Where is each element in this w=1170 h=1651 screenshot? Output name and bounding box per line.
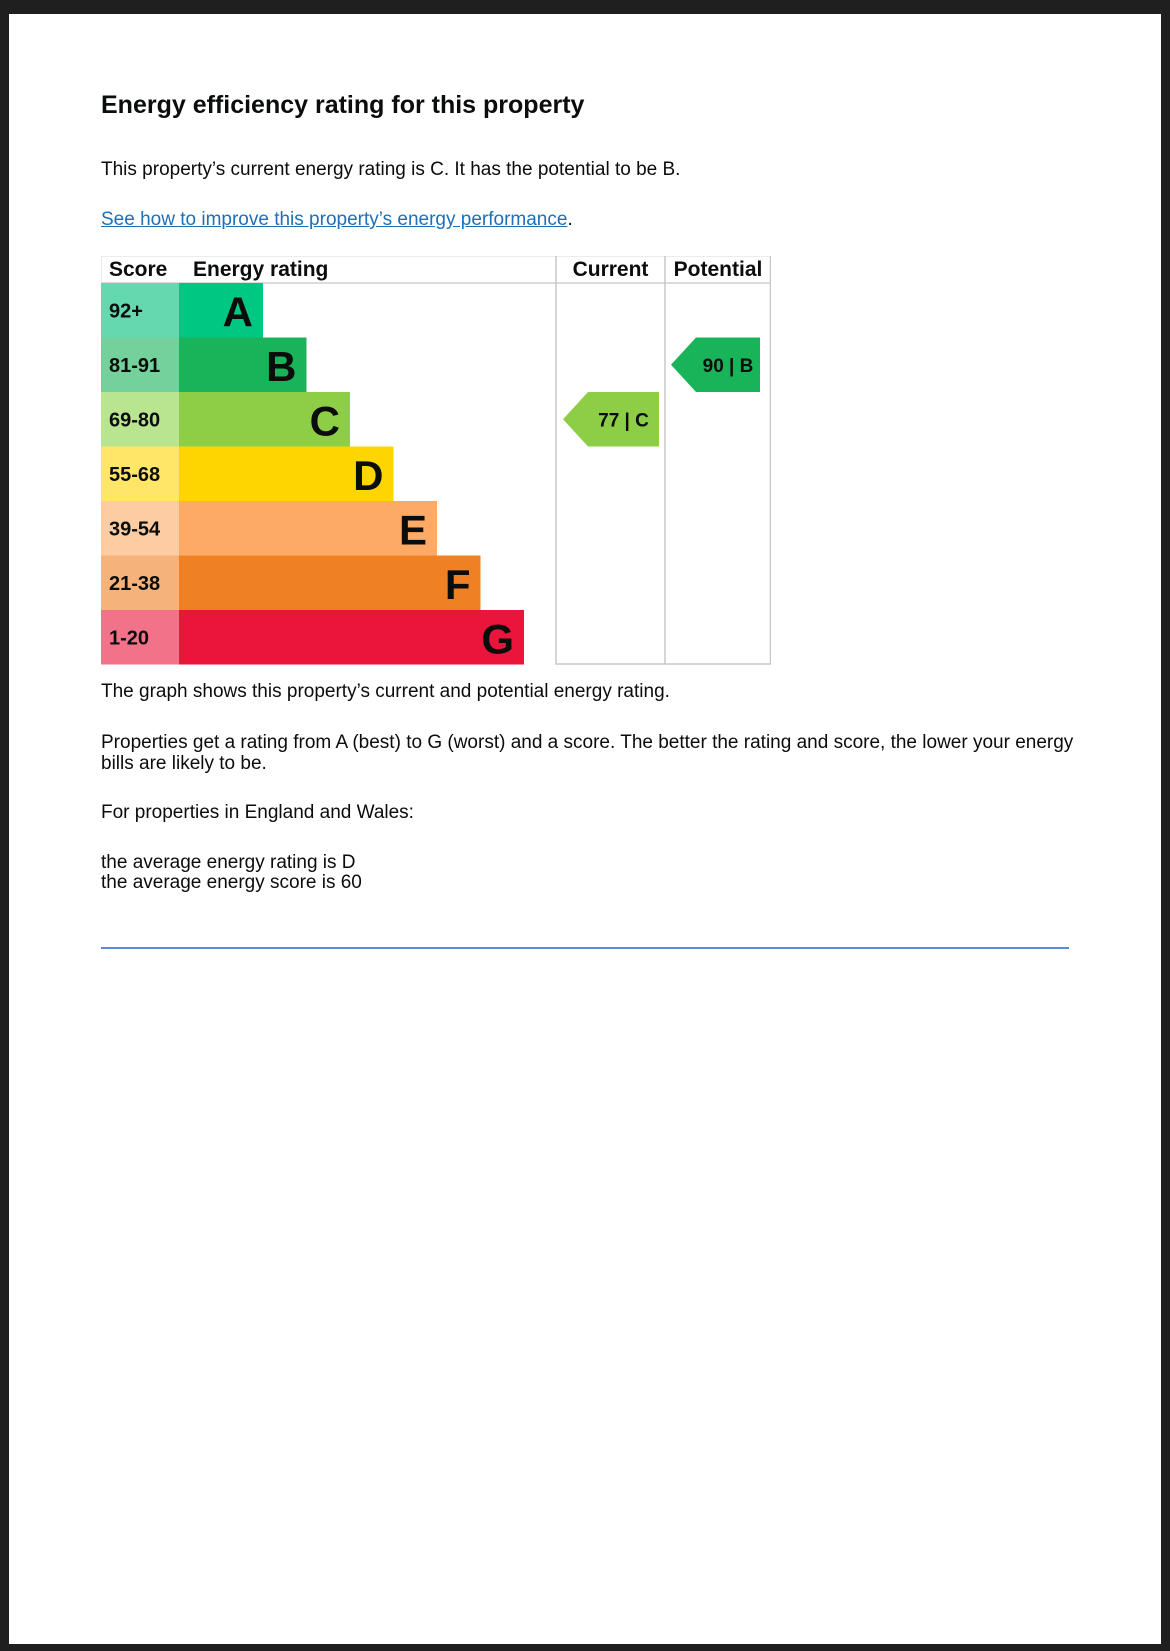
score-range-g: 1-20 xyxy=(109,627,150,650)
rating-letter-d: D xyxy=(353,451,384,499)
score-column-header: Score xyxy=(109,258,168,281)
rating-letter-b: B xyxy=(266,342,297,390)
average-rating: the average energy rating is D xyxy=(101,852,356,873)
intro-text: This property’s current energy rating is C. It has the potential to be B. xyxy=(101,159,681,180)
link-suffix: . xyxy=(567,209,573,230)
average-score: the average energy score is 60 xyxy=(101,872,362,893)
energy-rating-column-header: Energy rating xyxy=(193,258,329,281)
score-range-f: 21-38 xyxy=(109,572,161,595)
graph-note: The graph shows this property’s current and potential energy rating. xyxy=(101,681,670,702)
rating-explanation: Properties get a rating from A (best) to G (worst) and a score. The better the rating and score, the lower your energy bills are likely to be. xyxy=(101,732,1074,774)
score-range-e: 39-54 xyxy=(109,518,161,541)
current-column-header: Current xyxy=(572,258,649,281)
rating-letter-c: C xyxy=(309,397,340,445)
score-range-a: 92+ xyxy=(109,300,143,323)
rating-bar-g xyxy=(179,610,524,665)
page xyxy=(9,14,1161,1644)
current-rating-label: 77 | C xyxy=(598,410,649,432)
energy-rating-chart xyxy=(101,256,771,665)
score-range-b: 81-91 xyxy=(109,354,161,377)
potential-column-header: Potential xyxy=(673,258,763,281)
page-title: Energy efficiency rating for this property xyxy=(101,91,585,119)
rating-letter-g: G xyxy=(481,615,514,663)
region-note: For properties in England and Wales: xyxy=(101,802,414,823)
rating-letter-e: E xyxy=(398,506,427,554)
improve-link-line xyxy=(101,209,573,230)
rating-letter-a: A xyxy=(222,288,253,336)
potential-rating-label: 90 | B xyxy=(702,355,754,377)
rating-bar-f xyxy=(179,556,481,611)
rating-letter-f: F xyxy=(444,560,471,608)
score-range-c: 69-80 xyxy=(109,409,161,432)
improve-performance-link[interactable]: See how to improve this property’s energy performance xyxy=(101,209,568,230)
section-divider xyxy=(101,947,1069,949)
energy-rating-graph xyxy=(101,256,771,665)
score-range-d: 55-68 xyxy=(109,463,161,486)
